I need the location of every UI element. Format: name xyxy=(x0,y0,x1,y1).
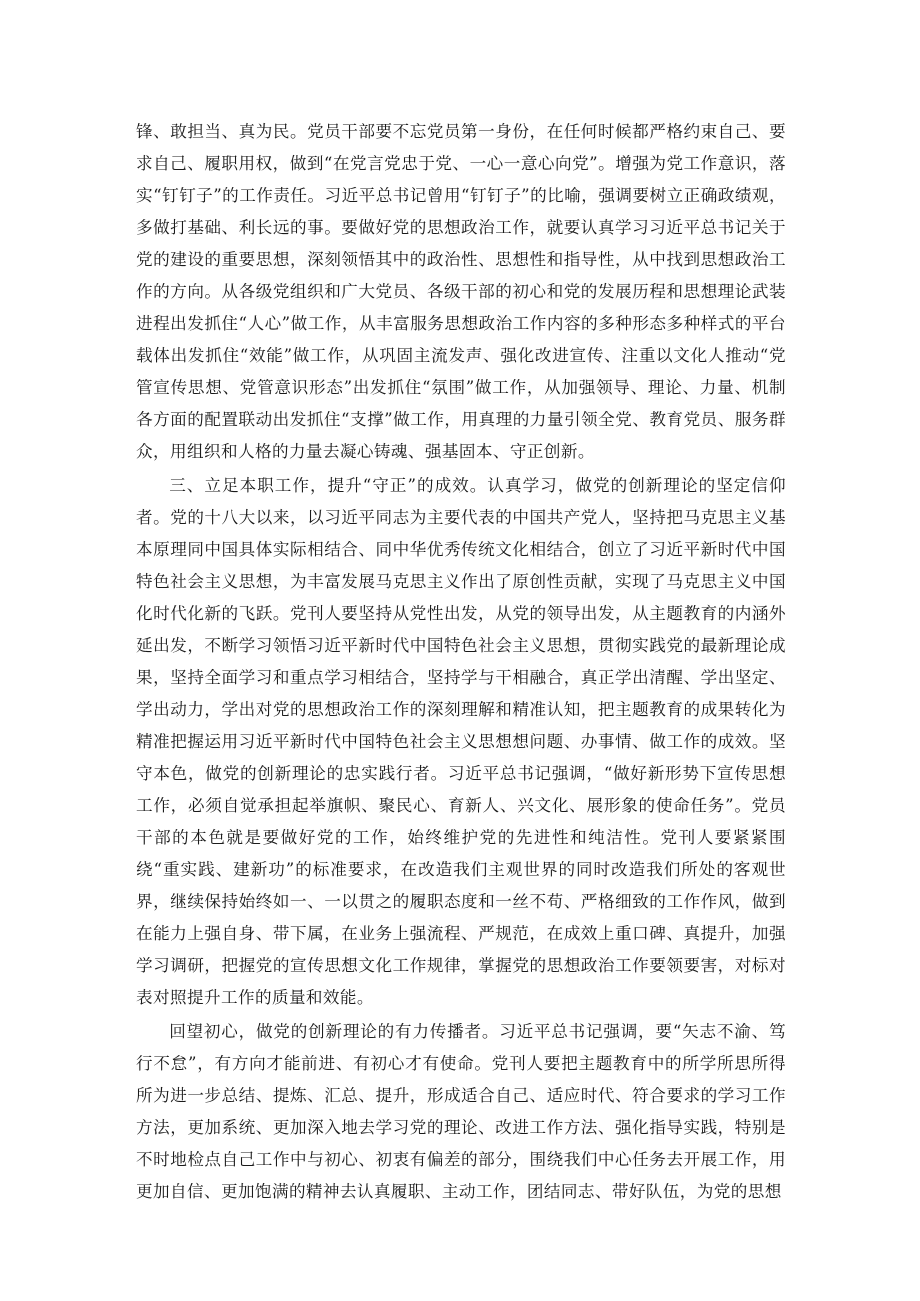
paragraph-1: 锋、敢担当、真为民。党员干部要不忘党员第一身份，在任何时候都严格约束自己、要求自己、履职用权，做到“在党言党忠于党、一心一意心向党”。增强为党工作意识，落实“钉钉子”的工作责任。习近平总书记曾用“钉钉子”的比喻，强调要树立正确政绩观，多做打基础、利长远的事。要做好党的思想政治工作，就要认真学习习近平总书记关于党的建设的重要思想，深刻领悟其中的政治性、思想性和指导性，从中找到思想政治工作的方向。从各级党组织和广大党员、各级干部的初心和党的发展历程和思想理论武装进程出发抓住“人心”做工作，从丰富服务思想政治工作内容的多种形态多种样式的平台载体出发抓住“效能”做工作，从巩固主流发声、强化改进宣传、注重以文化人推动“党管宣传思想、党管意识形态”出发抓住“氛围”做工作，从加强领导、理论、力量、机制各方面的配置联动出发抓住“支撑”做工作，用真理的力量引领全党、教育党员、服务群众，用组织和人格的力量去凝心铸魂、强基固本、守正创新。 xyxy=(136,122,786,461)
document-page xyxy=(136,116,786,1208)
paragraph-3: 回望初心，做党的创新理论的有力传播者。习近平总书记强调，要“矢志不渝、笃行不怠”，有方向才能前进、有初心才有使命。党刊人要把主题教育中的所学所思所得所为进一步总结、提炼、汇总、提升，形成适合自己、适应时代、符合要求的学习工作方法，更加系统、更加深入地去学习党的理论、改进工作方法、强化指导实践，特别是不时地检点自己工作中与初心、初衷有偏差的部分，围绕我们中心任务去开展工作，用更加自信、更加饱满的精神去认真履职、主动工作，团结同志、带好队伍，为党的思想 xyxy=(136,1022,786,1201)
paragraph-2: 三、立足本职工作，提升“守正”的成效。认真学习，做党的创新理论的坚定信仰者。党的十八大以来，以习近平同志为主要代表的中国共产党人，坚持把马克思主义基本原理同中国具体实际相结合、同中华优秀传统文化相结合，创立了习近平新时代中国特色社会主义思想，为丰富发展马克思主义作出了原创性贡献，实现了马克思主义中国化时代化新的飞跃。党刊人要坚持从党性出发，从党的领导出发，从主题教育的内涵外延出发，不断学习领悟习近平新时代中国特色社会主义思想，贯彻实践党的最新理论成果，坚持全面学习和重点学习相结合，坚持学与干相融合，真正学出清醒、学出坚定、学出动力，学出对党的思想政治工作的深刻理解和精准认知，把主题教育的成果转化为精准把握运用习近平新时代中国特色社会主义思想想问题、办事情、做工作的成效。坚守本色，做党的创新理论的忠实践行者。习近平总书记强调，“做好新形势下宣传思想工作，必须自觉承担起举旗帜、聚民心、育新人、兴文化、展形象的使命任务”。党员干部的本色就是要做好党的工作，始终维护党的先进性和纯洁性。党刊人要紧紧围绕“重实践、建新功”的标准要求，在改造我们主观世界的同时改造我们所处的客观世界，继续保持始终如一、一以贯之的履职态度和一丝不苟、严格细致的工作作风，做到在能力上强自身、带下属，在业务上强流程、严规范，在成效上重口碑、真提升，加强学习调研，把握党的宣传思想文化工作规律，掌握党的思想政治工作要领要害，对标对表对照提升工作的质量和效能。 xyxy=(136,476,786,1007)
